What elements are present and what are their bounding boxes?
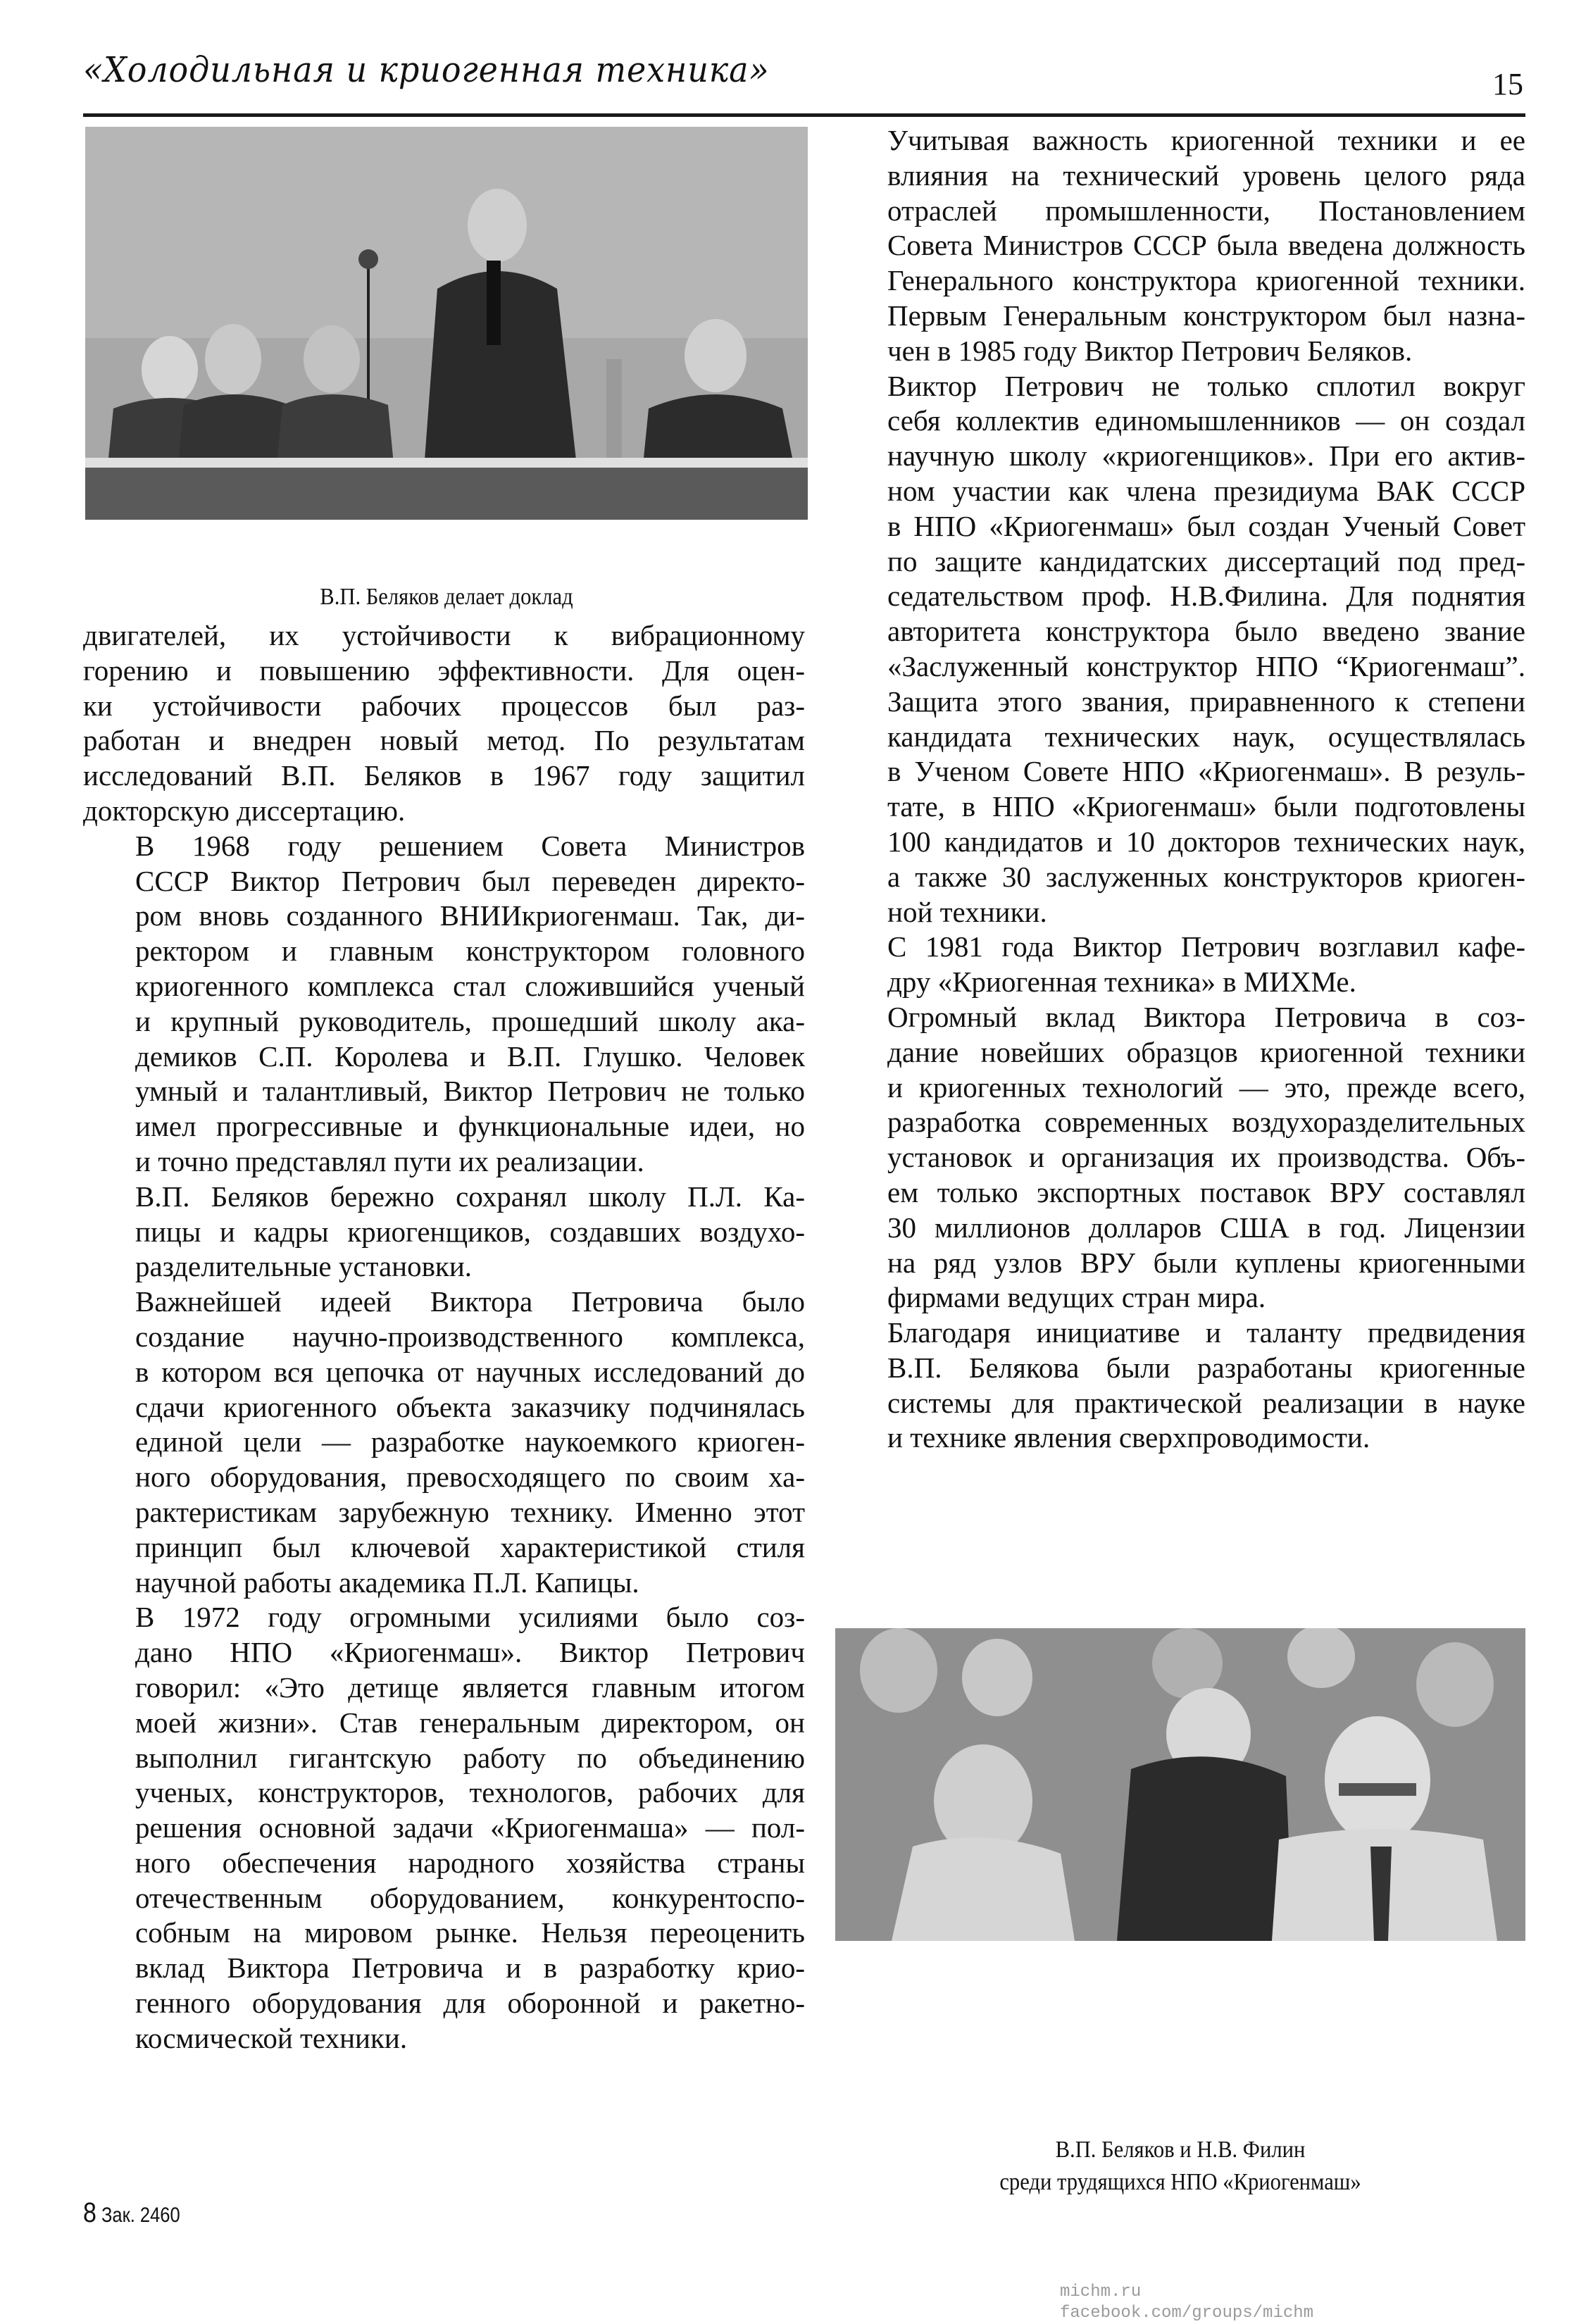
text-line: пицы и кадры криогенщиков, создавших воздухо- (135, 1215, 805, 1248)
paragraph (83, 1180, 805, 1285)
text-line: В.П. Беляков бережно сохранял школу П.Л. Ка- (135, 1180, 805, 1213)
text-line: создание научно-производственного комплекса, (135, 1320, 805, 1353)
text-line: ректором и главным конструктором головного (135, 935, 805, 968)
text-line: вклад Виктора Петровича и в разработку крио- (135, 1951, 805, 1985)
photo-presidium-speech-illustration (85, 127, 808, 520)
text-line: в котором вся цепочка от научных исследований до (135, 1355, 805, 1388)
text-line: сдачи криогенного объекта заказчику подчинялась (135, 1390, 805, 1423)
text-line: ем только экспортных поставок ВРУ составлял (887, 1175, 1525, 1208)
paragraph (83, 1285, 805, 1600)
text-line: по защите кандидатских диссертаций под пред- (887, 544, 1525, 577)
text-line: седательством проф. Н.В.Филина. Для поднятия (887, 580, 1525, 613)
text-line: дание новейших образцов криогенной техники (887, 1035, 1525, 1068)
text-line: СССР Виктор Петрович был переведен директо- (135, 864, 805, 897)
text-line: 100 кандидатов и 10 докторов технических наук, (887, 825, 1525, 858)
text-line: в Ученом Совете НПО «Криогенмаш». В резуль- (887, 755, 1525, 788)
text-line: имел прогрессивные и функциональные идеи, но (135, 1110, 805, 1143)
text-line: криогенного комплекса стал сложившийся ученый (135, 969, 805, 1002)
text-line: Огромный вклад Виктора Петровича в соз- (887, 1000, 1525, 1033)
watermark-site: michm.ru (1060, 2282, 1142, 2301)
paragraph (835, 1000, 1525, 1316)
text-line: В.П. Белякова были разработаны криогенные (887, 1351, 1525, 1384)
text-line: себя коллектив единомышленников — он создал (887, 404, 1525, 437)
text-line: Генерального конструктора криогенной техники. (887, 264, 1525, 297)
text-line: С 1981 года Виктор Петрович возглавил кафе- (887, 930, 1525, 963)
text-line: а также 30 заслуженных конструкторов криоген- (887, 860, 1525, 893)
figure-caption (870, 2134, 1491, 2199)
text-line: докторскую диссертацию. (83, 794, 406, 827)
text-line: дру «Криогенная техника» в МИХМе. (887, 966, 1356, 999)
text-line: чен в 1985 году Виктор Петрович Беляков. (887, 334, 1413, 367)
text-line: разработка современных воздухоразделительных (887, 1106, 1525, 1139)
text-line: решения основной задачи «Криогенмаша» — пол- (135, 1811, 805, 1844)
text-line: Защита этого звания, приравненного к степени (887, 685, 1525, 718)
right-column (835, 123, 1525, 1456)
paragraph (835, 1316, 1525, 1456)
running-title: «Холодильная и криогенная техника» (83, 49, 770, 90)
text-line: работан и внедрен новый метод. По результатам (83, 724, 805, 757)
text-line: и точно представлял пути их реализации. (135, 1144, 644, 1177)
text-line: демиков С.П. Королева и В.П. Глушко. Человек (135, 1039, 805, 1073)
text-line: Виктор Петрович не только сплотил вокруг (887, 369, 1525, 402)
text-line: установок и организация их производства. Объ- (887, 1141, 1525, 1174)
page-number: 15 (1492, 67, 1523, 101)
header-rule (83, 113, 1525, 117)
text-line: принцип был ключевой характеристикой стиля (135, 1530, 805, 1563)
text-line: Важнейшей идеей Виктора Петровича было (135, 1285, 805, 1318)
text-line: космической техники. (135, 2021, 408, 2054)
text-line: влияния на технический уровень целого ряда (887, 158, 1525, 192)
photo-crowd-icon (835, 1628, 1525, 1941)
text-line: авторитета конструктора было введено звание (887, 615, 1525, 648)
text-line: ром вновь созданного ВНИИкриогенмаш. Так, ди- (135, 899, 805, 932)
text-line: 30 миллионов долларов США в год. Лицензии (887, 1211, 1525, 1244)
text-line: В 1968 году решением Совета Министров (135, 829, 805, 862)
watermark (1060, 2282, 1313, 2324)
text-line: Совета Министров СССР была введена должность (887, 229, 1525, 262)
text-line: и крупный руководитель, прошедший школу ака- (135, 1004, 805, 1037)
text-line: отечественным оборудованием, конкурентоспо- (135, 1881, 805, 1914)
text-line: ном участии как члена президиума ВАК СССР (887, 474, 1525, 507)
left-column (83, 618, 805, 2056)
text-line: ного оборудования, превосходящего по своим ха- (135, 1461, 805, 1494)
caption-line: среди трудящихся НПО «Криогенмаш» (999, 2169, 1361, 2195)
text-line: Первым Генеральным конструктором был назна- (887, 299, 1525, 332)
figure-caption (121, 581, 771, 613)
text-line: дано НПО «Криогенмаш». Виктор Петрович (135, 1636, 805, 1669)
text-line: ного обеспечения народного хозяйства страны (135, 1846, 805, 1879)
text-line: научную школу «криогенщиков». При его актив- (887, 439, 1525, 473)
print-order-note (83, 2197, 180, 2229)
text-line: горению и повышению эффективности. Для оцен- (83, 654, 805, 687)
text-line: умный и талантливый, Виктор Петрович не только (135, 1075, 805, 1108)
text-line: системы для практической реализации в науке (887, 1386, 1525, 1419)
text-line: отраслей промышленности, Постановлением (887, 194, 1525, 227)
caption-line: В.П. Беляков и Н.В. Филин (1055, 2137, 1306, 2163)
text-line: генного оборудования для оборонной и ракетно- (135, 1987, 805, 2020)
paragraph (835, 369, 1525, 930)
text-line: тате, в НПО «Криогенмаш» были подготовлены (887, 790, 1525, 823)
text-line: «Заслуженный конструктор НПО “Криогенмаш”. (887, 649, 1525, 682)
text-line: на ряд узлов ВРУ были куплены криогенными (887, 1246, 1525, 1279)
text-line: ки устойчивости рабочих процессов был раз- (83, 689, 805, 722)
text-line: рактеристикам зарубежную технику. Именно этот (135, 1495, 805, 1528)
text-line: кандидата технических наук, осуществлялась (887, 720, 1525, 753)
photo-presidium-speech-icon (85, 127, 808, 520)
text-line: научной работы академика П.Л. Капицы. (135, 1566, 639, 1599)
paragraph (83, 618, 805, 829)
text-line: разделительные установки. (135, 1250, 473, 1283)
text-line: двигателей, их устойчивости к вибрационному (83, 619, 805, 651)
text-line: В 1972 году огромными усилиями было соз- (135, 1601, 805, 1634)
text-line: исследований В.П. Беляков в 1967 году защитил (83, 759, 805, 792)
text-line: собным на мировом рынке. Нельзя переоценить (135, 1916, 805, 1949)
text-line: Учитывая важность криогенной техники и ее (887, 124, 1525, 156)
text-line: и криогенных технологий — это, прежде всего, (887, 1070, 1525, 1104)
order-note: Зак. 2460 (101, 2204, 180, 2227)
text-line: и технике явления сверхпроводимости. (887, 1421, 1370, 1454)
text-line: моей жизни». Став генеральным директором, он (135, 1706, 805, 1739)
caption-line: В.П. Беляков делает доклад (320, 584, 573, 610)
text-line: единой цели — разработке наукоемкого криоген- (135, 1425, 805, 1458)
text-line: в НПО «Криогенмаш» был создан Ученый Совет (887, 509, 1525, 542)
signature-number: 8 (83, 2197, 96, 2228)
text-line: Благодаря инициативе и таланту предвидения (887, 1316, 1525, 1349)
watermark-group-link: facebook.com/groups/michm (1060, 2304, 1314, 2323)
text-line: ученых, конструкторов, технологов, рабочих для (135, 1776, 805, 1809)
text-line: фирмами ведущих стран мира. (887, 1281, 1266, 1314)
text-line: выполнил гигантскую работу по объединению (135, 1741, 805, 1774)
paragraph (83, 1600, 805, 2056)
text-line: ной техники. (887, 895, 1047, 928)
text-line: говорил: «Это детище является главным итогом (135, 1670, 805, 1704)
paragraph (83, 829, 805, 1180)
photo-crowd-illustration (835, 1628, 1525, 1941)
paragraph (835, 123, 1525, 369)
paragraph (835, 930, 1525, 1000)
